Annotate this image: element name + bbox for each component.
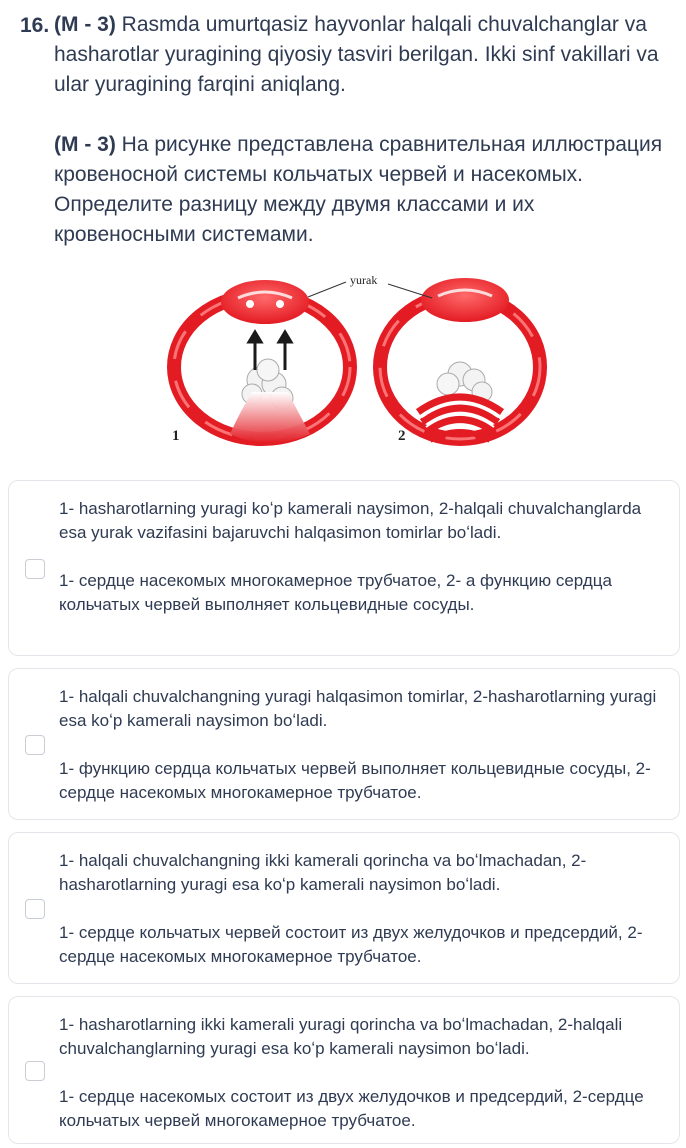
question-number: 16. [20,14,50,37]
option-text-uz-3: 1- halqali chuvalchangning ikki kamerali qorincha va boʻlmachadan, 2-hasharotlarning yuragi esa koʻp kamerali naysimon boʻladi. [59,851,587,894]
dorsal-vessel-1 [221,280,309,324]
option-checkbox-3[interactable] [25,899,45,919]
heart-label: yurak [350,273,378,287]
option-text-uz-2: 1- halqali chuvalchangning yuragi halqasimon tomirlar, 2-hasharotlarning yuragi esa koʻp kamerali naysimon boʻladi. [59,687,657,730]
circulatory-system-figure [160,262,560,462]
question-body-uz: Rasmda umurtqasiz hayvonlar halqali chuvalchanglar va hasharotlar yuragining qiyosiy tasviri berilgan. Ikki sinf vakillari va ular yuragining farqini aniqlang. [54,13,659,96]
answer-option-1[interactable] [8,480,680,656]
heart-label-group [308,273,432,298]
question-body-ru: На рисунке представлена сравнительная иллюстрация кровеносной системы кольчатых червей и насекомых. Определите разницу между двумя классами и их кровеносными системами. [54,133,663,246]
option-text-1 [59,497,659,617]
heart-2 [421,278,509,322]
option-text-uz-1: 1- hasharotlarning yuragi koʻp kamerali naysimon, 2-halqali chuvalchanglarda esa yurak vazifasini bajaruvchi halqasimon tomirlar boʻladi. [59,499,642,542]
option-text-4 [59,1013,659,1133]
option-text-ru-4: 1- сердце насекомых состоит из двух желудочков и предсердий, 2-сердце кольчатых червей многокамерное трубчатое. [59,1087,644,1130]
figure-label-1: 1 [172,428,180,444]
option-text-ru-1: 1- сердце насекомых многокамерное трубчатое, 2- а функцию сердца кольчатых червей выполняет кольцевидные сосуды. [59,571,612,614]
answer-option-4[interactable] [8,996,680,1144]
figure-1-annelid [172,280,350,444]
question-text-uz [54,10,680,100]
option-checkbox-1[interactable] [25,559,45,579]
option-checkbox-2[interactable] [25,735,45,755]
question-level-ru: (M - 3) [54,133,116,156]
option-text-3 [59,849,659,969]
figure-label-2: 2 [398,428,406,444]
figure-2-insect [380,278,540,444]
question-level-uz: (M - 3) [54,13,116,36]
option-text-uz-4: 1- hasharotlarning ikki kamerali yuragi qorincha va boʻlmachadan, 2-halqali chuvalchanglarning yuragi esa koʻp kamerali naysimon boʻladi. [59,1015,623,1058]
option-checkbox-4[interactable] [25,1061,45,1081]
answer-option-2[interactable] [8,668,680,820]
option-text-ru-3: 1- сердце кольчатых червей состоит из двух желудочков и предсердий, 2-сердце насекомых многокамерное трубчатое. [59,923,643,966]
answer-option-3[interactable] [8,832,680,984]
option-text-2 [59,685,659,805]
option-text-ru-2: 1- функцию сердца кольчатых червей выполняет кольцевидные сосуды, 2-сердце насекомых многокамерное трубчатое. [59,759,651,802]
ventral-vessel-1 [230,392,310,443]
question-text-ru [54,130,680,250]
question-text [54,10,680,280]
